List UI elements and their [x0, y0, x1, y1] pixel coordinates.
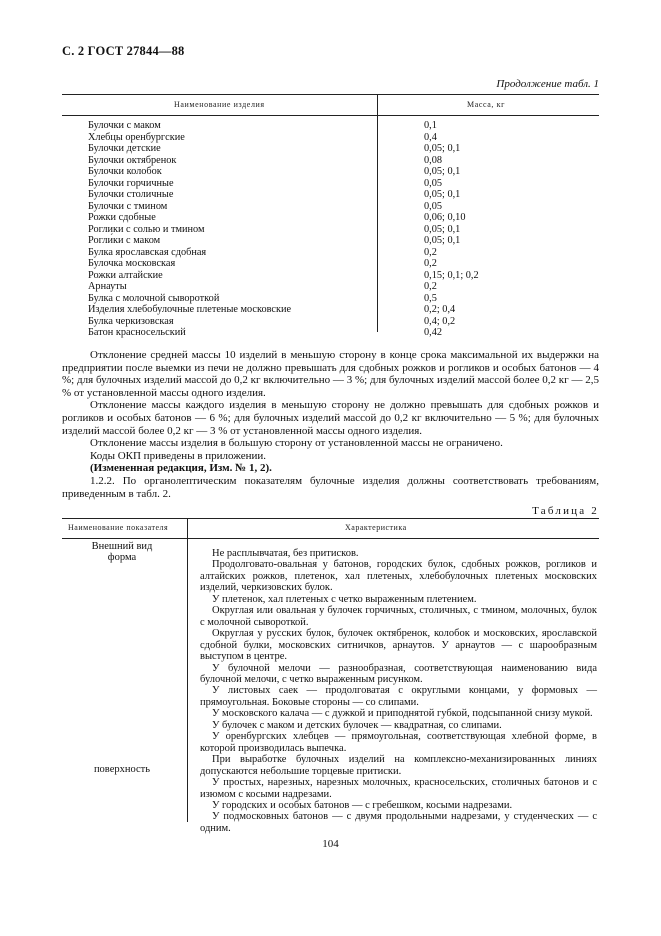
table-row: [88, 304, 568, 316]
mass-table: [62, 94, 599, 338]
product-mass: 0,15; 0,1; 0,2: [424, 269, 479, 281]
product-mass: 0,05; 0,1: [424, 235, 461, 246]
table-continuation-label: Продолжение табл. 1: [496, 78, 599, 90]
product-name: Булочка московская: [88, 258, 176, 269]
product-mass: 0,1: [424, 120, 437, 131]
paragraph-single-mass-deviation: Отклонение массы каждого изделия в меньшую сторону не должно превышать для сдобных рожков и рогликов и особых батонов — 6 %; для булочных изделий массой до 0,2 кг включительно — 5 %; для булочных изделий массой более 0,2 кг — 3 % от установленной массы одного изделия.: [62, 399, 599, 437]
product-mass: 0,05: [424, 177, 443, 189]
product-name: Булочки колобок: [88, 166, 162, 177]
product-mass: 0,05: [424, 200, 443, 212]
product-name: Изделия хлебобулочные плетеные московские: [88, 304, 292, 315]
product-name: Булочки столичные: [88, 189, 174, 200]
table2-header-rule: [62, 538, 599, 539]
product-mass: 0,08: [424, 154, 443, 166]
table2-caption: Таблица 2: [532, 505, 599, 517]
paragraph-1-2-2: 1.2.2. По органолептическим показателям булочные изделия должны соответствовать требованиям, приведенным в табл. 2.: [62, 474, 599, 500]
column-header-name: Наименование изделия: [174, 100, 265, 109]
product-mass: 0,5: [424, 292, 437, 304]
shape-characteristic: У булочек с маком и детских булочек — квадратная, со слипами.: [212, 719, 502, 731]
table-row: [88, 155, 568, 167]
product-name: Арнауты: [88, 281, 127, 292]
product-name: Роглики с солью и тмином: [88, 223, 205, 235]
table-row: [88, 247, 568, 259]
product-mass: 0,2; 0,4: [424, 304, 456, 315]
shape-characteristic: У листовых саек — продолговатая с округлыми концами, у формовых — прямоугольная. Боковые стороны — со слипами.: [200, 685, 597, 708]
page-number: 104: [322, 838, 339, 850]
shape-characteristic: Продолговато-овальная у батонов, городских булок, сдобных рожков, рогликов и алтайских рожков, плетенок, хал плетеных, хлебобулочных плетеных московских изделий, черкизовских булок.: [200, 559, 597, 594]
product-mass: 0,42: [424, 327, 443, 338]
table-row: [88, 281, 568, 293]
row-label-shape: форма: [107, 552, 137, 563]
product-name: Хлебцы оренбургские: [88, 131, 185, 143]
row-label-external: Внешний вид: [91, 541, 153, 552]
product-name: Булочки с маком: [88, 120, 161, 131]
organoleptic-table: [62, 518, 599, 834]
product-name: Рожки алтайские: [88, 269, 163, 281]
shape-characteristic: У плетенок, хал плетеных с четко выраженным плетением.: [212, 593, 477, 605]
mass-table-body: [88, 120, 568, 339]
table-row: [88, 166, 568, 178]
product-mass: 0,05; 0,1: [424, 166, 461, 177]
table-row: [88, 293, 568, 305]
product-name: Булочки октябренок: [88, 154, 177, 166]
paragraph-amendment: (Измененная редакция, Изм. № 1, 2).: [90, 462, 272, 475]
table-top-rule: [62, 94, 599, 95]
product-mass: 0,05; 0,1: [424, 143, 461, 154]
product-name: Булка с молочной сывороткой: [88, 292, 220, 304]
body-text: [62, 349, 599, 500]
shape-characteristic: При выработке булочных изделий на комплексно-механизированных линиях допускаются небольшие торцевые притиски.: [200, 754, 597, 777]
table-row: [88, 120, 568, 132]
table-row: [88, 224, 568, 236]
table-row: [88, 327, 568, 339]
table2-top-rule: [62, 518, 599, 519]
product-mass: 0,4: [424, 131, 437, 143]
shape-characteristic: У оренбургских хлебцев — прямоугольная, соответствующая хлебной форме, в которой производилась выпечка.: [200, 731, 597, 754]
shape-characteristic: У булочной мелочи — разнообразная, соответствующая наименованию вида булочной мелочи, с четко выраженным рисунком.: [200, 662, 597, 685]
table-row: [88, 235, 568, 247]
row-label-surface: поверхность: [93, 764, 151, 775]
product-name: Булочки горчичные: [88, 177, 174, 189]
product-name: Булочки детские: [88, 143, 161, 154]
characteristic-text: [200, 548, 597, 834]
table-row: [88, 270, 568, 282]
table-row: [88, 212, 568, 224]
column-header-indicator: Наименование показателя: [68, 523, 169, 532]
table-row: [88, 258, 568, 270]
product-mass: 0,06; 0,10: [424, 212, 466, 223]
product-name: Булка ярославская сдобная: [88, 246, 207, 258]
product-mass: 0,05; 0,1: [424, 223, 461, 235]
document-header: С. 2 ГОСТ 27844—88: [62, 44, 185, 58]
table-header-rule: [62, 115, 599, 116]
table-row: [88, 143, 568, 155]
product-name: Булка черкизовская: [88, 315, 174, 327]
table2-column-divider: [187, 518, 188, 822]
paragraph-okp-codes: Коды ОКП приведены в приложении.: [90, 449, 267, 462]
column-header-characteristic: Характеристика: [345, 523, 407, 532]
product-name: Рожки сдобные: [88, 212, 156, 223]
column-header-mass: Масса, кг: [467, 100, 505, 109]
product-mass: 0,2: [424, 246, 437, 258]
product-mass: 0,05; 0,1: [424, 189, 461, 200]
surface-characteristic: У подмосковных батонов — с двумя продольными надрезами, у студенческих — с одним.: [200, 811, 597, 834]
table-row: [88, 178, 568, 190]
table-row: [88, 316, 568, 328]
shape-characteristic: Округлая или овальная у булочек горчичных, столичных, с тмином, молочных, булок с молочной сывороткой.: [200, 605, 597, 628]
table-row: [88, 189, 568, 201]
product-name: Булочки с тмином: [88, 200, 168, 212]
paragraph-avg-mass-deviation: Отклонение средней массы 10 изделий в меньшую сторону в конце срока максимальной их выдержки на предприятии после выемки из печи не должно превышать для сдобных рожков и рогликов и особых батонов — 4 %; для булочных изделий массой до 0,2 кг включительно — 3 %; для булочных изделий массой более 0,2 кг — 2,5 % от установленной массы одного изделия.: [62, 349, 599, 399]
shape-characteristic: Не расплывчатая, без притисков.: [212, 548, 359, 559]
product-name: Батон красносельский: [88, 327, 186, 338]
table-row: [88, 201, 568, 213]
shape-characteristic: Округлая у русских булок, булочек октябренок, колобок и московских, ярославской сдобной булки, московских ситничков, арнаутов. У арнаутов — с шарообразным выступом в центре.: [200, 628, 597, 663]
surface-characteristic: У городских и особых батонов — с гребешком, косыми надрезами.: [212, 799, 513, 811]
product-mass: 0,2: [424, 258, 437, 269]
product-mass: 0,2: [424, 281, 437, 292]
product-mass: 0,4; 0,2: [424, 315, 456, 327]
shape-characteristic: У московского калача — с дужкой и приподнятой губкой, подсыпанной снизу мукой.: [212, 708, 593, 720]
product-name: Рогли́ки с маком: [88, 235, 161, 246]
table-row: [88, 132, 568, 144]
paragraph-upper-deviation: Отклонение массы изделия в большую сторону от установленной массы не ограничено.: [90, 437, 503, 450]
surface-characteristic: У простых, нарезных, нарезных молочных, красносельских, столичных батонов и с изюмом с косыми надрезами.: [200, 777, 597, 800]
